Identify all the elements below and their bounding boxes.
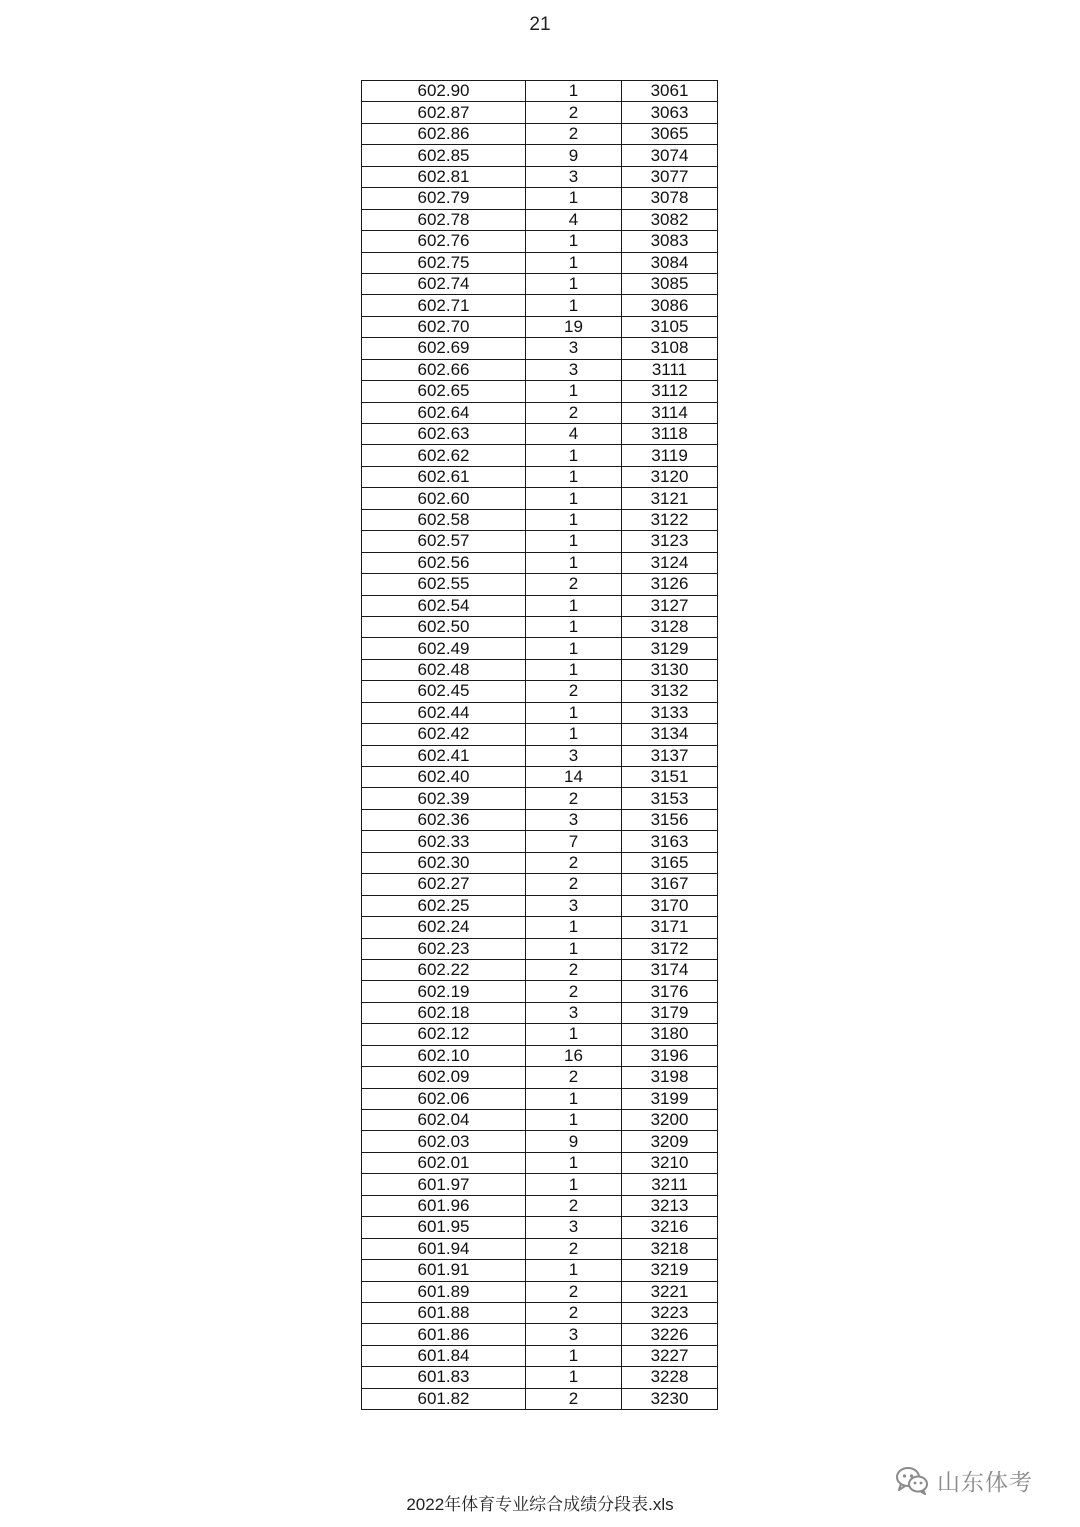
score-cell: 602.81 xyxy=(362,166,526,187)
score-cell: 601.96 xyxy=(362,1195,526,1216)
table-row xyxy=(362,1131,718,1152)
cumulative-cell: 3179 xyxy=(622,1002,718,1023)
table-row xyxy=(362,381,718,402)
score-cell: 601.86 xyxy=(362,1324,526,1345)
score-cell: 602.36 xyxy=(362,809,526,830)
cumulative-cell: 3226 xyxy=(622,1324,718,1345)
score-cell: 602.78 xyxy=(362,209,526,230)
cumulative-cell: 3210 xyxy=(622,1152,718,1173)
table-row xyxy=(362,1367,718,1388)
score-cell: 602.12 xyxy=(362,1024,526,1045)
count-cell: 4 xyxy=(526,424,622,445)
table-row xyxy=(362,295,718,316)
score-cell: 602.44 xyxy=(362,702,526,723)
table-row xyxy=(362,681,718,702)
table-row xyxy=(362,659,718,680)
count-cell: 3 xyxy=(526,809,622,830)
table-row xyxy=(362,1388,718,1409)
score-cell: 602.03 xyxy=(362,1131,526,1152)
score-cell: 602.74 xyxy=(362,273,526,294)
cumulative-cell: 3171 xyxy=(622,917,718,938)
table-row xyxy=(362,359,718,380)
count-cell: 19 xyxy=(526,316,622,337)
score-cell: 602.24 xyxy=(362,917,526,938)
table-row xyxy=(362,959,718,980)
count-cell: 9 xyxy=(526,1131,622,1152)
table-row xyxy=(362,981,718,1002)
table-row xyxy=(362,209,718,230)
cumulative-cell: 3174 xyxy=(622,959,718,980)
cumulative-cell: 3213 xyxy=(622,1195,718,1216)
count-cell: 1 xyxy=(526,724,622,745)
table-row xyxy=(362,424,718,445)
table-row xyxy=(362,1195,718,1216)
count-cell: 2 xyxy=(526,1195,622,1216)
score-cell: 602.09 xyxy=(362,1067,526,1088)
table-row xyxy=(362,1088,718,1109)
count-cell: 1 xyxy=(526,381,622,402)
count-cell: 14 xyxy=(526,767,622,788)
table-row xyxy=(362,616,718,637)
cumulative-cell: 3199 xyxy=(622,1088,718,1109)
score-cell: 602.42 xyxy=(362,724,526,745)
count-cell: 2 xyxy=(526,852,622,873)
table-row xyxy=(362,895,718,916)
count-cell: 3 xyxy=(526,1002,622,1023)
table-row xyxy=(362,809,718,830)
table-row xyxy=(362,145,718,166)
cumulative-cell: 3126 xyxy=(622,574,718,595)
cumulative-cell: 3198 xyxy=(622,1067,718,1088)
score-cell: 602.85 xyxy=(362,145,526,166)
table-row xyxy=(362,852,718,873)
count-cell: 2 xyxy=(526,874,622,895)
count-cell: 3 xyxy=(526,338,622,359)
score-cell: 601.94 xyxy=(362,1238,526,1259)
cumulative-cell: 3172 xyxy=(622,938,718,959)
count-cell: 1 xyxy=(526,445,622,466)
score-cell: 601.91 xyxy=(362,1260,526,1281)
score-cell: 602.01 xyxy=(362,1152,526,1173)
cumulative-cell: 3216 xyxy=(622,1217,718,1238)
table-row xyxy=(362,188,718,209)
score-cell: 602.87 xyxy=(362,102,526,123)
score-cell: 602.61 xyxy=(362,466,526,487)
score-cell: 601.82 xyxy=(362,1388,526,1409)
score-cell: 601.83 xyxy=(362,1367,526,1388)
cumulative-cell: 3209 xyxy=(622,1131,718,1152)
cumulative-cell: 3221 xyxy=(622,1281,718,1302)
score-cell: 602.45 xyxy=(362,681,526,702)
score-cell: 602.90 xyxy=(362,81,526,102)
score-cell: 602.50 xyxy=(362,616,526,637)
score-cell: 602.70 xyxy=(362,316,526,337)
score-cell: 602.69 xyxy=(362,338,526,359)
cumulative-cell: 3118 xyxy=(622,424,718,445)
table-row xyxy=(362,123,718,144)
count-cell: 1 xyxy=(526,1024,622,1045)
cumulative-cell: 3074 xyxy=(622,145,718,166)
cumulative-cell: 3227 xyxy=(622,1345,718,1366)
table-row xyxy=(362,938,718,959)
cumulative-cell: 3218 xyxy=(622,1238,718,1259)
watermark-text: 山东体考 xyxy=(937,1469,1033,1496)
score-cell: 602.56 xyxy=(362,552,526,573)
cumulative-cell: 3078 xyxy=(622,188,718,209)
cumulative-cell: 3130 xyxy=(622,659,718,680)
cumulative-cell: 3223 xyxy=(622,1302,718,1323)
count-cell: 2 xyxy=(526,959,622,980)
cumulative-cell: 3133 xyxy=(622,702,718,723)
count-cell: 3 xyxy=(526,745,622,766)
count-cell: 1 xyxy=(526,1110,622,1131)
cumulative-cell: 3228 xyxy=(622,1367,718,1388)
table-row xyxy=(362,273,718,294)
count-cell: 2 xyxy=(526,402,622,423)
cumulative-cell: 3105 xyxy=(622,316,718,337)
score-cell: 602.25 xyxy=(362,895,526,916)
score-cell: 602.60 xyxy=(362,488,526,509)
table-row xyxy=(362,702,718,723)
table-row xyxy=(362,1281,718,1302)
score-cell: 602.86 xyxy=(362,123,526,144)
cumulative-cell: 3200 xyxy=(622,1110,718,1131)
score-cell: 602.75 xyxy=(362,252,526,273)
score-cell: 601.84 xyxy=(362,1345,526,1366)
table-row xyxy=(362,102,718,123)
table-row xyxy=(362,1238,718,1259)
cumulative-cell: 3163 xyxy=(622,831,718,852)
cumulative-cell: 3176 xyxy=(622,981,718,1002)
count-cell: 1 xyxy=(526,552,622,573)
count-cell: 2 xyxy=(526,1238,622,1259)
count-cell: 2 xyxy=(526,574,622,595)
cumulative-cell: 3065 xyxy=(622,123,718,144)
table-row xyxy=(362,595,718,616)
cumulative-cell: 3108 xyxy=(622,338,718,359)
count-cell: 1 xyxy=(526,531,622,552)
count-cell: 1 xyxy=(526,702,622,723)
wechat-icon xyxy=(895,1465,929,1495)
table-row xyxy=(362,1345,718,1366)
score-cell: 602.19 xyxy=(362,981,526,1002)
table-row xyxy=(362,638,718,659)
table-row xyxy=(362,745,718,766)
cumulative-cell: 3230 xyxy=(622,1388,718,1409)
footer-filename: 2022年体育专业综合成绩分段表.xls xyxy=(406,1495,674,1514)
score-cell: 602.06 xyxy=(362,1088,526,1109)
table-row xyxy=(362,1152,718,1173)
count-cell: 2 xyxy=(526,681,622,702)
cumulative-cell: 3083 xyxy=(622,231,718,252)
score-cell: 602.30 xyxy=(362,852,526,873)
cumulative-cell: 3219 xyxy=(622,1260,718,1281)
table-row xyxy=(362,1067,718,1088)
cumulative-cell: 3153 xyxy=(622,788,718,809)
score-cell: 602.65 xyxy=(362,381,526,402)
count-cell: 3 xyxy=(526,359,622,380)
table-row xyxy=(362,488,718,509)
table-row xyxy=(362,724,718,745)
count-cell: 16 xyxy=(526,1045,622,1066)
score-cell: 602.71 xyxy=(362,295,526,316)
cumulative-cell: 3180 xyxy=(622,1024,718,1045)
count-cell: 1 xyxy=(526,616,622,637)
count-cell: 1 xyxy=(526,273,622,294)
count-cell: 2 xyxy=(526,1302,622,1323)
score-cell: 602.33 xyxy=(362,831,526,852)
cumulative-cell: 3063 xyxy=(622,102,718,123)
table-row xyxy=(362,231,718,252)
table-row xyxy=(362,1110,718,1131)
score-cell: 602.41 xyxy=(362,745,526,766)
cumulative-cell: 3165 xyxy=(622,852,718,873)
table-row xyxy=(362,874,718,895)
count-cell: 4 xyxy=(526,209,622,230)
table-row xyxy=(362,1024,718,1045)
cumulative-cell: 3114 xyxy=(622,402,718,423)
cumulative-cell: 3084 xyxy=(622,252,718,273)
table-row xyxy=(362,466,718,487)
cumulative-cell: 3156 xyxy=(622,809,718,830)
count-cell: 3 xyxy=(526,1324,622,1345)
score-cell: 602.49 xyxy=(362,638,526,659)
score-cell: 602.04 xyxy=(362,1110,526,1131)
watermark xyxy=(895,1462,1033,1498)
score-cell: 602.63 xyxy=(362,424,526,445)
count-cell: 2 xyxy=(526,102,622,123)
score-cell: 602.57 xyxy=(362,531,526,552)
cumulative-cell: 3196 xyxy=(622,1045,718,1066)
table-row xyxy=(362,166,718,187)
score-cell: 602.39 xyxy=(362,788,526,809)
table-row xyxy=(362,81,718,102)
score-cell: 602.64 xyxy=(362,402,526,423)
table-row xyxy=(362,509,718,530)
score-distribution-table xyxy=(361,80,718,1410)
table-row xyxy=(362,1302,718,1323)
table-row xyxy=(362,1002,718,1023)
count-cell: 2 xyxy=(526,123,622,144)
count-cell: 7 xyxy=(526,831,622,852)
count-cell: 3 xyxy=(526,166,622,187)
count-cell: 2 xyxy=(526,1067,622,1088)
count-cell: 3 xyxy=(526,895,622,916)
table-row xyxy=(362,252,718,273)
table-row xyxy=(362,531,718,552)
table-row xyxy=(362,917,718,938)
score-cell: 602.66 xyxy=(362,359,526,380)
table-row xyxy=(362,338,718,359)
cumulative-cell: 3211 xyxy=(622,1174,718,1195)
cumulative-cell: 3123 xyxy=(622,531,718,552)
cumulative-cell: 3167 xyxy=(622,874,718,895)
table-row xyxy=(362,1260,718,1281)
score-cell: 601.95 xyxy=(362,1217,526,1238)
count-cell: 1 xyxy=(526,1152,622,1173)
count-cell: 1 xyxy=(526,1174,622,1195)
cumulative-cell: 3128 xyxy=(622,616,718,637)
score-cell: 602.27 xyxy=(362,874,526,895)
table-row xyxy=(362,1174,718,1195)
cumulative-cell: 3120 xyxy=(622,466,718,487)
count-cell: 1 xyxy=(526,638,622,659)
count-cell: 1 xyxy=(526,917,622,938)
score-cell: 602.23 xyxy=(362,938,526,959)
cumulative-cell: 3085 xyxy=(622,273,718,294)
score-cell: 602.40 xyxy=(362,767,526,788)
page-number: 21 xyxy=(529,14,551,35)
cumulative-cell: 3082 xyxy=(622,209,718,230)
cumulative-cell: 3134 xyxy=(622,724,718,745)
cumulative-cell: 3151 xyxy=(622,767,718,788)
score-cell: 602.48 xyxy=(362,659,526,680)
cumulative-cell: 3112 xyxy=(622,381,718,402)
score-cell: 602.54 xyxy=(362,595,526,616)
count-cell: 2 xyxy=(526,1388,622,1409)
table-row xyxy=(362,831,718,852)
count-cell: 1 xyxy=(526,509,622,530)
cumulative-cell: 3122 xyxy=(622,509,718,530)
table-row xyxy=(362,788,718,809)
table-row xyxy=(362,402,718,423)
count-cell: 1 xyxy=(526,81,622,102)
count-cell: 1 xyxy=(526,1367,622,1388)
table-row xyxy=(362,767,718,788)
score-cell: 601.89 xyxy=(362,1281,526,1302)
score-cell: 602.22 xyxy=(362,959,526,980)
count-cell: 1 xyxy=(526,1088,622,1109)
count-cell: 9 xyxy=(526,145,622,166)
score-cell: 602.58 xyxy=(362,509,526,530)
count-cell: 1 xyxy=(526,595,622,616)
count-cell: 1 xyxy=(526,659,622,680)
count-cell: 2 xyxy=(526,788,622,809)
count-cell: 1 xyxy=(526,252,622,273)
count-cell: 1 xyxy=(526,188,622,209)
cumulative-cell: 3127 xyxy=(622,595,718,616)
score-cell: 602.18 xyxy=(362,1002,526,1023)
table-row xyxy=(362,574,718,595)
count-cell: 1 xyxy=(526,231,622,252)
cumulative-cell: 3129 xyxy=(622,638,718,659)
score-cell: 602.55 xyxy=(362,574,526,595)
cumulative-cell: 3111 xyxy=(622,359,718,380)
count-cell: 3 xyxy=(526,1217,622,1238)
table-row xyxy=(362,316,718,337)
count-cell: 1 xyxy=(526,1345,622,1366)
count-cell: 1 xyxy=(526,1260,622,1281)
count-cell: 2 xyxy=(526,981,622,1002)
score-cell: 601.97 xyxy=(362,1174,526,1195)
cumulative-cell: 3077 xyxy=(622,166,718,187)
cumulative-cell: 3124 xyxy=(622,552,718,573)
cumulative-cell: 3061 xyxy=(622,81,718,102)
table-row xyxy=(362,1217,718,1238)
table-row xyxy=(362,1324,718,1345)
count-cell: 1 xyxy=(526,466,622,487)
score-cell: 602.79 xyxy=(362,188,526,209)
count-cell: 2 xyxy=(526,1281,622,1302)
cumulative-cell: 3121 xyxy=(622,488,718,509)
cumulative-cell: 3086 xyxy=(622,295,718,316)
score-cell: 602.10 xyxy=(362,1045,526,1066)
table-row xyxy=(362,1045,718,1066)
table-row xyxy=(362,445,718,466)
table-body xyxy=(362,81,718,1410)
count-cell: 1 xyxy=(526,938,622,959)
cumulative-cell: 3132 xyxy=(622,681,718,702)
table-row xyxy=(362,552,718,573)
cumulative-cell: 3137 xyxy=(622,745,718,766)
cumulative-cell: 3119 xyxy=(622,445,718,466)
score-cell: 601.88 xyxy=(362,1302,526,1323)
cumulative-cell: 3170 xyxy=(622,895,718,916)
count-cell: 1 xyxy=(526,295,622,316)
count-cell: 1 xyxy=(526,488,622,509)
score-cell: 602.76 xyxy=(362,231,526,252)
score-cell: 602.62 xyxy=(362,445,526,466)
